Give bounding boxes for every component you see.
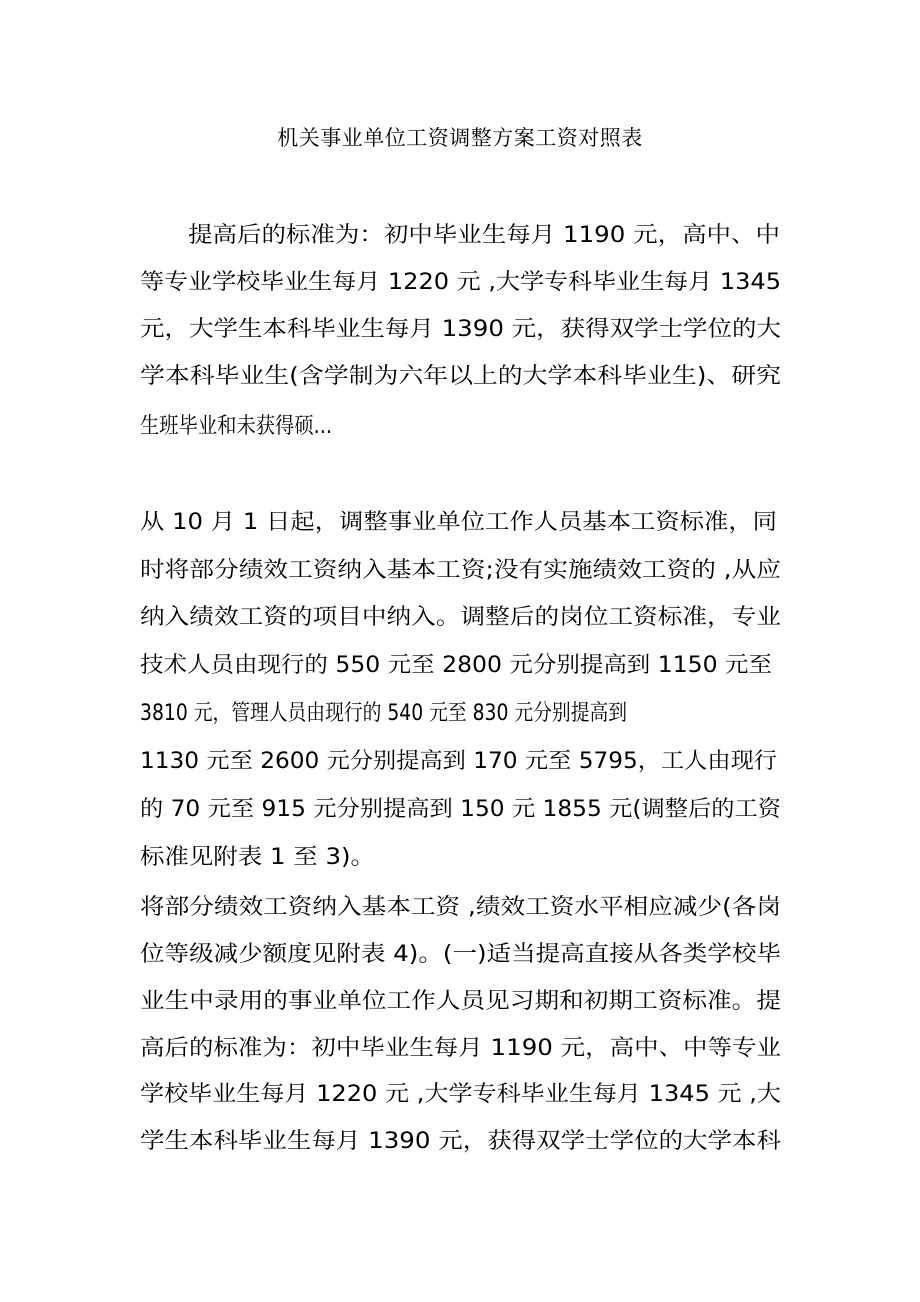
paragraph-1-line-5: 生班毕业和未获得硕...: [140, 414, 332, 439]
paragraph-3-line-5: 学校毕业生每月 1220 元 ,大学专科毕业生每月 1345 元 ,大: [140, 1082, 781, 1107]
paragraph-2-line-3: 纳入绩效工资的项目中纳入。调整后的岗位工资标准，专业: [140, 605, 781, 630]
paragraph-1-line-4: 学本科毕业生(含学制为六年以上的大学本科毕业生)、研究: [140, 364, 781, 389]
paragraph-2-line-7: 的 70 元至 915 元分别提高到 150 元 1855 元(调整后的工资: [140, 797, 782, 822]
paragraph-2-line-6: 1130 元至 2600 元分别提高到 170 元至 5795，工人由现行: [140, 749, 777, 774]
paragraph-3-line-2: 位等级减少额度见附表 4)。(一)适当提高直接从各类学校毕: [140, 942, 781, 967]
paragraph-1-line-2: 等专业学校毕业生每月 1220 元 ,大学专科毕业生每月 1345: [140, 270, 781, 295]
paragraph-3-line-6: 学生本科毕业生每月 1390 元，获得双学士学位的大学本科: [140, 1129, 781, 1154]
paragraph-1-line-1: 提高后的标准为：初中毕业生每月 1190 元，高中、中: [188, 223, 780, 248]
paragraph-3-line-1: 将部分绩效工资纳入基本工资 ,绩效工资水平相应减少(各岗: [140, 895, 781, 920]
paragraph-2-line-2: 时将部分绩效工资纳入基本工资;没有实施绩效工资的 ,从应: [140, 558, 781, 583]
paragraph-2-line-1: 从 10 月 1 日起，调整事业单位工作人员基本工资标准，同: [140, 510, 777, 535]
document-title: 机关事业单位工资调整方案工资对照表: [277, 126, 643, 150]
paragraph-2-line-4: 技术人员由现行的 550 元至 2800 元分别提高到 1150 元至: [140, 653, 772, 678]
paragraph-2-line-5: 3810 元，管理人员由现行的 540 元至 830 元分别提高到: [140, 701, 627, 726]
paragraph-3-line-4: 高后的标准为：初中毕业生每月 1190 元，高中、中等专业: [140, 1036, 781, 1061]
paragraph-1-line-3: 元，大学生本科毕业生每月 1390 元，获得双学士学位的大: [140, 317, 781, 342]
paragraph-2-line-8: 标准见附表 1 至 3)。: [140, 845, 375, 870]
paragraph-3-line-3: 业生中录用的事业单位工作人员见习期和初期工资标准。提: [140, 989, 781, 1014]
